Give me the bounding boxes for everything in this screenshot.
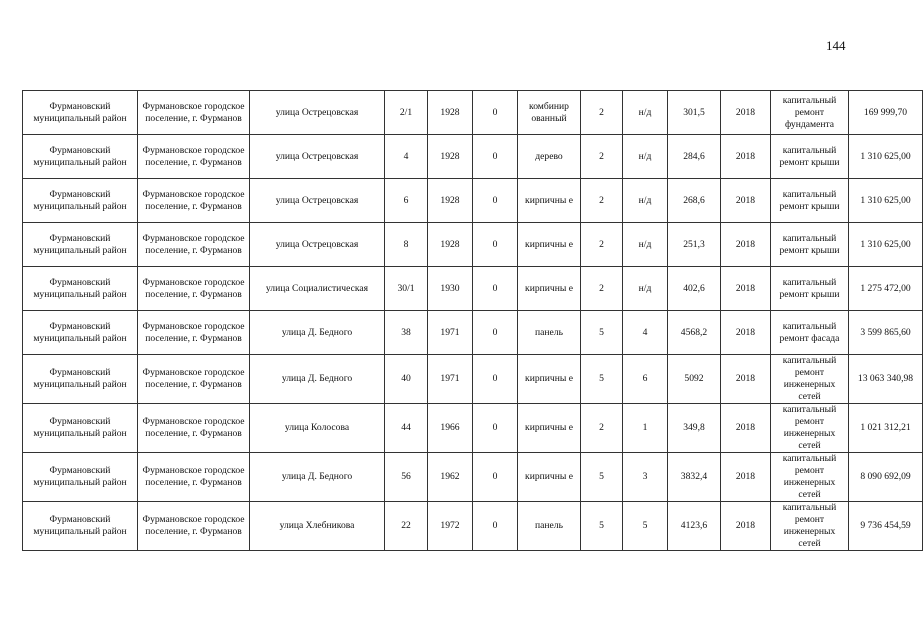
house-number-cell: 40: [385, 355, 428, 404]
work-type-cell: капитальный ремонт инженерных сетей: [771, 502, 849, 551]
year-renovated-cell: 0: [473, 267, 518, 311]
district-cell: Фурмановский муниципальный район: [23, 91, 138, 135]
year-renovated-cell: 0: [473, 453, 518, 502]
area-cell: 268,6: [668, 179, 721, 223]
floors-cell: 5: [581, 502, 623, 551]
cost-cell: 1 021 312,21: [849, 404, 923, 453]
area-cell: 301,5: [668, 91, 721, 135]
district-cell: Фурмановский муниципальный район: [23, 267, 138, 311]
floors-cell: 5: [581, 453, 623, 502]
area-cell: 5092: [668, 355, 721, 404]
cost-cell: 1 310 625,00: [849, 223, 923, 267]
house-number-cell: 8: [385, 223, 428, 267]
year-renovated-cell: 0: [473, 311, 518, 355]
settlement-cell: Фурмановское городское поселение, г. Фурманов: [138, 135, 250, 179]
street-cell: улица Социалистическая: [250, 267, 385, 311]
table-row: [23, 453, 923, 502]
table-row: [23, 135, 923, 179]
repair-year-cell: 2018: [721, 223, 771, 267]
street-cell: улица Острецовская: [250, 223, 385, 267]
settlement-cell: Фурмановское городское поселение, г. Фурманов: [138, 502, 250, 551]
repair-year-cell: 2018: [721, 404, 771, 453]
entrances-cell: н/д: [623, 267, 668, 311]
cost-cell: 3 599 865,60: [849, 311, 923, 355]
repair-register-table: [22, 90, 923, 551]
entrances-cell: 3: [623, 453, 668, 502]
floors-cell: 5: [581, 311, 623, 355]
work-type-cell: капитальный ремонт инженерных сетей: [771, 355, 849, 404]
house-number-cell: 4: [385, 135, 428, 179]
house-number-cell: 30/1: [385, 267, 428, 311]
district-cell: Фурмановский муниципальный район: [23, 223, 138, 267]
year-built-cell: 1971: [428, 311, 473, 355]
entrances-cell: н/д: [623, 179, 668, 223]
cost-cell: 1 310 625,00: [849, 135, 923, 179]
settlement-cell: Фурмановское городское поселение, г. Фурманов: [138, 267, 250, 311]
street-cell: улица Д. Бедного: [250, 453, 385, 502]
year-built-cell: 1971: [428, 355, 473, 404]
area-cell: 4568,2: [668, 311, 721, 355]
cost-cell: 169 999,70: [849, 91, 923, 135]
floors-cell: 2: [581, 179, 623, 223]
year-renovated-cell: 0: [473, 404, 518, 453]
year-built-cell: 1928: [428, 223, 473, 267]
wall-material-cell: кирпичны е: [518, 453, 581, 502]
house-number-cell: 44: [385, 404, 428, 453]
entrances-cell: 1: [623, 404, 668, 453]
wall-material-cell: панель: [518, 502, 581, 551]
street-cell: улица Острецовская: [250, 91, 385, 135]
cost-cell: 1 310 625,00: [849, 179, 923, 223]
year-built-cell: 1928: [428, 91, 473, 135]
wall-material-cell: кирпичны е: [518, 404, 581, 453]
area-cell: 284,6: [668, 135, 721, 179]
entrances-cell: н/д: [623, 135, 668, 179]
district-cell: Фурмановский муниципальный район: [23, 404, 138, 453]
repair-year-cell: 2018: [721, 91, 771, 135]
floors-cell: 5: [581, 355, 623, 404]
district-cell: Фурмановский муниципальный район: [23, 355, 138, 404]
street-cell: улица Хлебникова: [250, 502, 385, 551]
street-cell: улица Острецовская: [250, 179, 385, 223]
entrances-cell: н/д: [623, 223, 668, 267]
wall-material-cell: кирпичны е: [518, 355, 581, 404]
settlement-cell: Фурмановское городское поселение, г. Фурманов: [138, 453, 250, 502]
district-cell: Фурмановский муниципальный район: [23, 453, 138, 502]
table-row: [23, 179, 923, 223]
house-number-cell: 38: [385, 311, 428, 355]
wall-material-cell: дерево: [518, 135, 581, 179]
work-type-cell: капитальный ремонт инженерных сетей: [771, 404, 849, 453]
work-type-cell: капитальный ремонт крыши: [771, 179, 849, 223]
district-cell: Фурмановский муниципальный район: [23, 311, 138, 355]
wall-material-cell: комбинир ованный: [518, 91, 581, 135]
table-row: [23, 91, 923, 135]
table-row: [23, 404, 923, 453]
repair-year-cell: 2018: [721, 453, 771, 502]
settlement-cell: Фурмановское городское поселение, г. Фурманов: [138, 179, 250, 223]
floors-cell: 2: [581, 135, 623, 179]
page-number: 144: [826, 38, 846, 53]
wall-material-cell: панель: [518, 311, 581, 355]
work-type-cell: капитальный ремонт крыши: [771, 223, 849, 267]
year-renovated-cell: 0: [473, 179, 518, 223]
entrances-cell: н/д: [623, 91, 668, 135]
cost-cell: 8 090 692,09: [849, 453, 923, 502]
table-row: [23, 267, 923, 311]
settlement-cell: Фурмановское городское поселение, г. Фурманов: [138, 404, 250, 453]
house-number-cell: 22: [385, 502, 428, 551]
repair-year-cell: 2018: [721, 311, 771, 355]
year-built-cell: 1962: [428, 453, 473, 502]
repair-year-cell: 2018: [721, 355, 771, 404]
year-built-cell: 1928: [428, 179, 473, 223]
year-built-cell: 1928: [428, 135, 473, 179]
wall-material-cell: кирпичны е: [518, 267, 581, 311]
settlement-cell: Фурмановское городское поселение, г. Фурманов: [138, 355, 250, 404]
cost-cell: 13 063 340,98: [849, 355, 923, 404]
work-type-cell: капитальный ремонт крыши: [771, 267, 849, 311]
table-row: [23, 223, 923, 267]
street-cell: улица Д. Бедного: [250, 355, 385, 404]
work-type-cell: капитальный ремонт фасада: [771, 311, 849, 355]
cost-cell: 1 275 472,00: [849, 267, 923, 311]
year-built-cell: 1930: [428, 267, 473, 311]
district-cell: Фурмановский муниципальный район: [23, 135, 138, 179]
table-row: [23, 311, 923, 355]
area-cell: 3832,4: [668, 453, 721, 502]
year-renovated-cell: 0: [473, 135, 518, 179]
work-type-cell: капитальный ремонт инженерных сетей: [771, 453, 849, 502]
cost-cell: 9 736 454,59: [849, 502, 923, 551]
entrances-cell: 4: [623, 311, 668, 355]
settlement-cell: Фурмановское городское поселение, г. Фурманов: [138, 311, 250, 355]
street-cell: улица Колосова: [250, 404, 385, 453]
area-cell: 402,6: [668, 267, 721, 311]
wall-material-cell: кирпичны е: [518, 223, 581, 267]
work-type-cell: капитальный ремонт фундамента: [771, 91, 849, 135]
year-renovated-cell: 0: [473, 223, 518, 267]
settlement-cell: Фурмановское городское поселение, г. Фурманов: [138, 91, 250, 135]
table-row: [23, 502, 923, 551]
year-renovated-cell: 0: [473, 502, 518, 551]
entrances-cell: 5: [623, 502, 668, 551]
area-cell: 251,3: [668, 223, 721, 267]
wall-material-cell: кирпичны е: [518, 179, 581, 223]
table-body: [23, 91, 923, 551]
house-number-cell: 6: [385, 179, 428, 223]
area-cell: 349,8: [668, 404, 721, 453]
district-cell: Фурмановский муниципальный район: [23, 179, 138, 223]
repair-year-cell: 2018: [721, 502, 771, 551]
repair-year-cell: 2018: [721, 267, 771, 311]
year-renovated-cell: 0: [473, 91, 518, 135]
repair-year-cell: 2018: [721, 179, 771, 223]
area-cell: 4123,6: [668, 502, 721, 551]
work-type-cell: капитальный ремонт крыши: [771, 135, 849, 179]
repair-year-cell: 2018: [721, 135, 771, 179]
floors-cell: 2: [581, 223, 623, 267]
house-number-cell: 2/1: [385, 91, 428, 135]
settlement-cell: Фурмановское городское поселение, г. Фурманов: [138, 223, 250, 267]
year-renovated-cell: 0: [473, 355, 518, 404]
floors-cell: 2: [581, 267, 623, 311]
floors-cell: 2: [581, 404, 623, 453]
district-cell: Фурмановский муниципальный район: [23, 502, 138, 551]
entrances-cell: 6: [623, 355, 668, 404]
year-built-cell: 1966: [428, 404, 473, 453]
floors-cell: 2: [581, 91, 623, 135]
street-cell: улица Д. Бедного: [250, 311, 385, 355]
street-cell: улица Острецовская: [250, 135, 385, 179]
table-row: [23, 355, 923, 404]
house-number-cell: 56: [385, 453, 428, 502]
year-built-cell: 1972: [428, 502, 473, 551]
